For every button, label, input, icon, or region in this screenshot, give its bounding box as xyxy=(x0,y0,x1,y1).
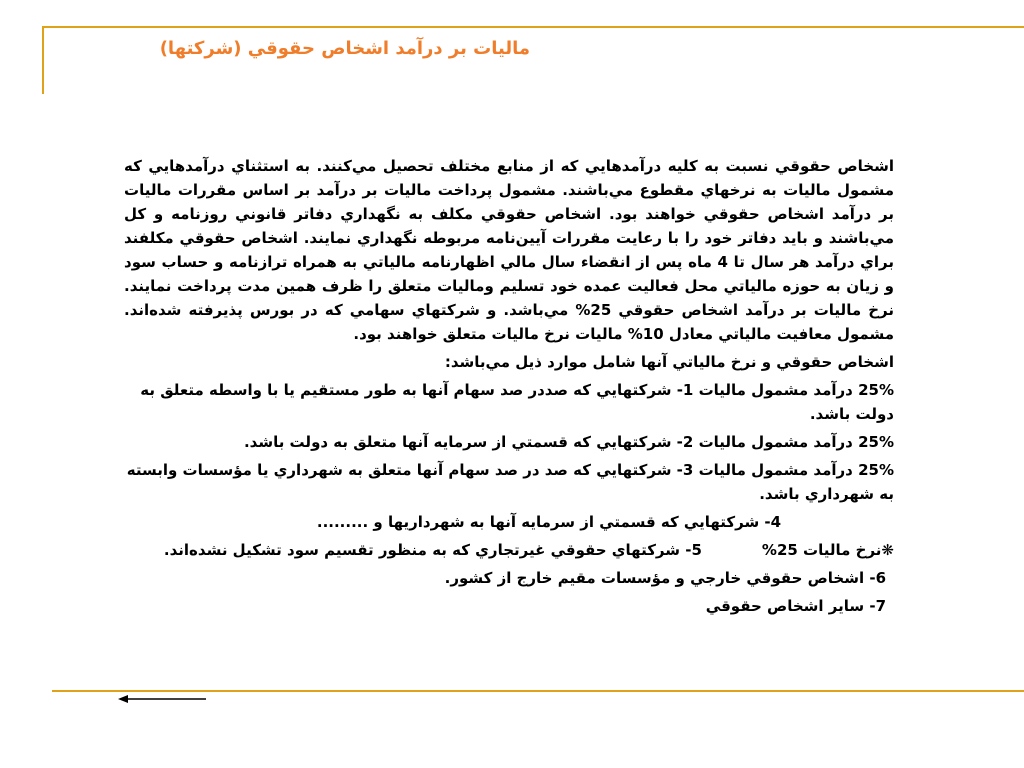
corner-vertical-rule xyxy=(42,26,44,94)
intro-paragraph: اشخاص حقوقي نسبت به كليه درآمدهايي كه از منابع مختلف تحصيل مي‌كنند. به استثناي درآمدهايي كه مشمول ماليات به نرخهاي مقطوع مي‌باشند. مشمول پرداخت ماليات بر درآمد بر اساس مقررات ماليات بر درآمد اشخاص حقوقي خواهند بود. اشخاص حقوقي مكلف به نگهداري دفاتر قانوني روزنامه و كل مي‌باشند و بايد دفاتر خود را با رعايت مقررات آيين‌نامه مربوطه نگهداري نمايند. اشخاص حقوقي مكلفند براي درآمد هر سال تا 4 ماه پس از انقضاء سال مالي اظهارنامه مالياتي به همراه ترازنامه و حساب سود و زيان به حوزه مالياتي محل فعاليت عمده خود تسليم وماليات متعلق را ظرف همين مدت پرداخت نمايند. نرخ ماليات بر درآمد اشخاص حقوقي 25% مي‌باشد. و شركتهاي سهامي كه در بورس پذيرفته شده‌اند. مشمول معافيت مالياتي معادل 10% ماليات نرخ ماليات متعلق خواهند بود. xyxy=(124,157,894,343)
list-item-4: 4- شركتهايي كه قسمتي از سرمايه آنها به شهرداريها و ......... xyxy=(316,513,782,531)
slide-body xyxy=(124,154,894,622)
list-intro: اشخاص حقوقي و نرخ مالياتي آنها شامل موارد ذيل مي‌باشد: xyxy=(444,353,894,371)
slide-title: ماليات بر درآمد اشخاص حقوقي (شركتها) xyxy=(159,38,530,59)
list-item-6: 6- اشخاص حقوقي خارجي و مؤسسات مقيم خارج از كشور. xyxy=(444,569,886,587)
list-item-1: 25% درآمد مشمول ماليات 1- شركتهايي كه صددر صد سهام آنها به طور مستقيم يا با واسطه متعلق به دولت باشد. xyxy=(140,381,894,423)
list-item-7: 7- ساير اشخاص حقوقي xyxy=(705,597,886,615)
list-item-2: 25% درآمد مشمول ماليات 2- شركتهايي كه قسمتي از سرمايه آنها متعلق به دولت باشد. xyxy=(243,433,894,451)
top-rule xyxy=(42,26,1024,28)
asterisk-icon: ❋ xyxy=(881,541,894,559)
item5-text: 5- شركتهاي حقوقي غيرتجاري كه به منظور تقسيم سود تشكيل نشده‌اند. xyxy=(163,541,702,559)
list-item-5 xyxy=(124,538,894,562)
back-arrow-icon[interactable] xyxy=(118,692,208,706)
list-item-3: 25% درآمد مشمول ماليات 3- شركتهايي كه صد در صد سهام آنها متعلق به شهرداري يا مؤسسات وابسته به شهرداري باشد. xyxy=(126,461,894,503)
item5-rate: نرخ ماليات 25% xyxy=(761,541,882,559)
